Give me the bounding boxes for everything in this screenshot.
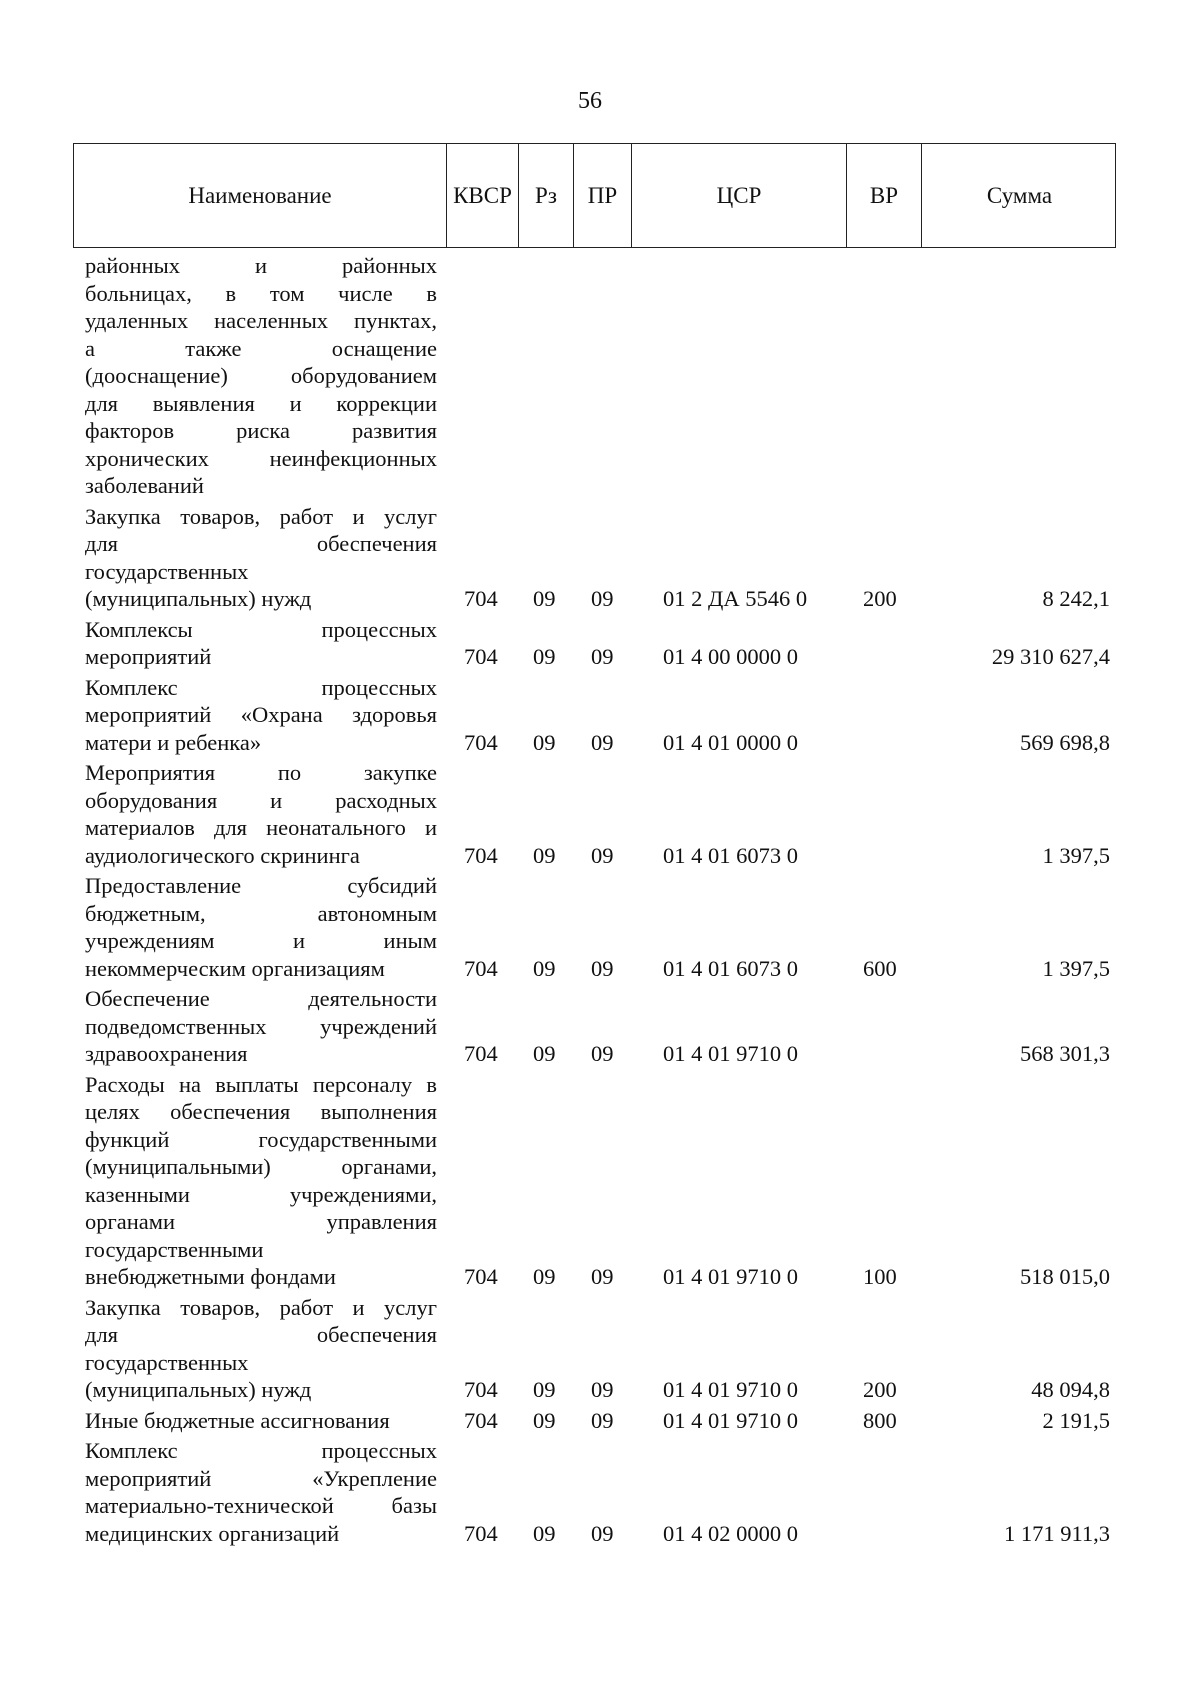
row-name	[85, 1437, 437, 1547]
row-pr: 09	[591, 1264, 614, 1289]
row-rz: 09	[533, 842, 556, 868]
row-sum: 1 397,5	[1042, 842, 1110, 868]
row-name-line: Предоставление субсидий	[85, 873, 437, 898]
row-csr: 01 4 00 0000 0	[663, 644, 798, 669]
row-csr: 01 4 02 0000 0	[663, 1520, 798, 1546]
row-name-line: внебюджетными фондами	[85, 1264, 336, 1289]
row-pr: 09	[591, 1041, 614, 1066]
row-name	[85, 1071, 437, 1291]
row-sum: 2 191,5	[1042, 1407, 1110, 1433]
row-kvsr: 704	[464, 1041, 498, 1066]
row-csr: 01 4 01 0000 0	[663, 729, 798, 755]
row-name-line: медицинских организаций	[85, 1520, 340, 1546]
row-vr: 200	[863, 586, 897, 611]
row-name-line: функций государственными	[85, 1126, 437, 1152]
row-name-line: аудиологического скрининга	[85, 842, 360, 868]
header-sum: Сумма	[986, 182, 1053, 208]
row-name-line: матери и ребенка»	[85, 729, 262, 755]
row-csr: 01 4 01 6073 0	[663, 955, 798, 981]
page-number: 56	[578, 88, 602, 114]
row-kvsr: 704	[464, 1264, 498, 1289]
row-kvsr: 704	[464, 1407, 498, 1433]
row-sum: 1 171 911,3	[1003, 1520, 1110, 1546]
row-sum: 569 698,8	[1020, 729, 1110, 755]
row-kvsr: 704	[464, 644, 498, 669]
row-name-line: здравоохранения	[85, 1041, 248, 1066]
row-name-line: органами управления	[85, 1209, 437, 1234]
row-name-line: бюджетным, автономным	[85, 900, 437, 926]
table-row	[0, 616, 1200, 674]
row-pr: 09	[591, 1520, 614, 1546]
row-pr: 09	[591, 644, 614, 669]
row-kvsr: 704	[464, 955, 498, 981]
row-name-line: мероприятий «Охрана здоровья	[85, 702, 437, 727]
table-row	[0, 985, 1200, 1071]
row-csr: 01 4 01 9710 0	[663, 1407, 798, 1433]
row-name-line: а также оснащение	[85, 335, 437, 361]
row-name-line: учреждениям и иным	[85, 928, 437, 953]
row-name-line: Обеспечение деятельности	[85, 986, 437, 1011]
row-sum: 518 015,0	[1020, 1264, 1110, 1289]
row-pr: 09	[591, 1407, 614, 1433]
table-row	[0, 1294, 1200, 1407]
table-row	[0, 503, 1200, 616]
row-kvsr: 704	[464, 729, 498, 755]
row-name-line: материально-технической базы	[85, 1493, 437, 1518]
row-pr: 09	[591, 842, 614, 868]
row-csr: 01 4 01 9710 0	[663, 1264, 798, 1289]
row-csr: 01 4 01 6073 0	[663, 842, 798, 868]
row-name-line: государственных	[85, 558, 249, 584]
row-name	[85, 503, 437, 613]
row-kvsr: 704	[464, 586, 498, 611]
row-sum: 8 242,1	[1042, 586, 1110, 611]
row-rz: 09	[533, 1377, 556, 1402]
row-name-line: (муниципальных) нужд	[85, 586, 312, 611]
table-row	[0, 759, 1200, 872]
row-name-line: Расходы на выплаты персоналу в	[85, 1071, 437, 1097]
row-name	[85, 252, 437, 500]
header-csr: ЦСР	[632, 144, 847, 247]
row-pr: 09	[591, 1377, 614, 1402]
row-csr: 01 4 01 9710 0	[663, 1041, 798, 1066]
row-rz: 09	[533, 1264, 556, 1289]
row-name-line: Комплексы процессных	[85, 616, 437, 642]
row-name-line: целях обеспечения выполнения	[85, 1099, 437, 1124]
row-name-line: Иные бюджетные ассигнования	[85, 1407, 390, 1433]
row-name-line: мероприятий	[85, 644, 212, 669]
row-name-line: (муниципальных) нужд	[85, 1377, 312, 1402]
row-kvsr: 704	[464, 842, 498, 868]
row-rz: 09	[533, 1407, 556, 1433]
row-name-line: подведомственных учреждений	[85, 1013, 437, 1039]
row-name	[85, 1407, 437, 1435]
row-name-line: (муниципальными) органами,	[85, 1154, 437, 1179]
row-name-line: удаленных населенных пунктах,	[85, 308, 437, 333]
row-name-line: больницах, в том числе в	[85, 280, 437, 306]
row-csr: 01 4 01 9710 0	[663, 1377, 798, 1402]
header-rz: Рз	[519, 144, 574, 247]
row-name-line: (дооснащение) оборудованием	[85, 363, 437, 388]
row-rz: 09	[533, 644, 556, 669]
row-csr: 01 2 ДА 5546 0	[663, 586, 808, 611]
row-name-line: государственными	[85, 1236, 264, 1262]
row-name-line: районных и районных	[85, 253, 437, 278]
row-vr: 100	[863, 1264, 897, 1289]
row-name-line: Мероприятия по закупке	[85, 760, 437, 785]
row-name-line: некоммерческим организациям	[85, 955, 385, 981]
table-row	[0, 674, 1200, 760]
row-name	[85, 759, 437, 869]
row-pr: 09	[591, 586, 614, 611]
row-name-line: Комплекс процессных	[85, 1438, 437, 1463]
row-kvsr: 704	[464, 1520, 498, 1546]
row-rz: 09	[533, 955, 556, 981]
row-vr: 800	[863, 1407, 897, 1433]
table-row	[0, 1437, 1200, 1550]
row-name	[85, 1294, 437, 1404]
row-name-line: Закупка товаров, работ и услуг	[85, 503, 437, 529]
row-name	[85, 674, 437, 757]
row-sum: 568 301,3	[1020, 1041, 1110, 1066]
table-row	[0, 1407, 1200, 1438]
row-rz: 09	[533, 729, 556, 755]
row-name-line: для обеспечения	[85, 531, 437, 556]
header-name: Наименование	[74, 144, 447, 247]
row-name-line: для выявления и коррекции	[85, 390, 437, 416]
row-name-line: Закупка товаров, работ и услуг	[85, 1294, 437, 1320]
row-name-line: факторов риска развития	[85, 418, 437, 443]
row-name-line: Комплекс процессных	[85, 674, 437, 700]
table-body	[0, 252, 1200, 1550]
row-name-line: материалов для неонатального и	[85, 815, 437, 840]
row-name	[85, 616, 437, 671]
row-name-line: хронических неинфекционных	[85, 445, 437, 471]
row-vr: 200	[863, 1377, 897, 1402]
row-name-line: казенными учреждениями,	[85, 1181, 437, 1207]
row-rz: 09	[533, 1041, 556, 1066]
row-rz: 09	[533, 1520, 556, 1546]
row-rz: 09	[533, 586, 556, 611]
row-kvsr: 704	[464, 1377, 498, 1402]
row-name-line: государственных	[85, 1349, 249, 1375]
table-row	[0, 872, 1200, 985]
row-sum: 1 397,5	[1042, 955, 1110, 981]
row-sum: 29 310 627,4	[991, 644, 1110, 669]
row-sum: 48 094,8	[1031, 1377, 1110, 1402]
row-name	[85, 985, 437, 1068]
row-name-line: для обеспечения	[85, 1322, 437, 1347]
row-vr: 600	[863, 955, 897, 981]
table-row	[0, 252, 1200, 503]
row-name-line: заболеваний	[85, 473, 204, 498]
row-name-line: мероприятий «Укрепление	[85, 1465, 437, 1491]
row-name	[85, 872, 437, 982]
row-pr: 09	[591, 729, 614, 755]
row-name-line: оборудования и расходных	[85, 787, 437, 813]
row-pr: 09	[591, 955, 614, 981]
table-header	[73, 143, 1116, 248]
header-vr: ВР	[847, 144, 922, 247]
header-pr: ПР	[574, 144, 632, 247]
header-kvsr: КВСР	[447, 144, 519, 247]
table-row	[0, 1071, 1200, 1294]
